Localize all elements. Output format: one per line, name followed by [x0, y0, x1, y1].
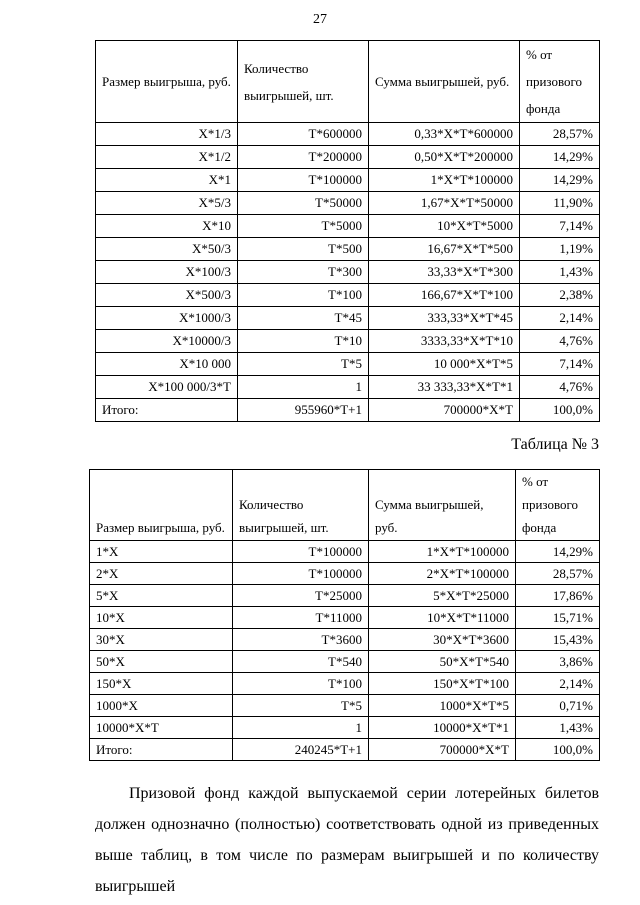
cell-prize-sum: 1*Х*Т*100000	[369, 541, 516, 563]
cell-prize-count: Т*100000	[233, 541, 369, 563]
table-row	[90, 717, 600, 739]
cell-prize-sum: 10*Х*Т*11000	[369, 607, 516, 629]
table-row	[96, 123, 600, 146]
cell-prize-percent: 14,29%	[516, 541, 600, 563]
prize-table-3	[89, 469, 600, 761]
table-row	[90, 585, 600, 607]
body-paragraph: Призовой фонд каждой выпускаемой серии лотерейных билетов должен однозначно (полностью) соответствовать одной из приведенных выше таблиц, в том числе по размерам выигрышей и по количеству выигрышей	[95, 785, 599, 895]
cell-prize-sum: 33 333,33*Х*Т*1	[369, 376, 520, 399]
header-prize-size: Размер выигрыша, руб.	[96, 41, 238, 123]
cell-prize-sum: 1*Х*Т*100000	[369, 169, 520, 192]
cell-prize-size: 10000*Х*Т	[90, 717, 233, 739]
table-row	[96, 238, 600, 261]
cell-prize-percent: 100,0%	[516, 739, 600, 761]
table-total-row	[96, 399, 600, 422]
cell-prize-count: Т*540	[233, 651, 369, 673]
cell-prize-percent: 14,29%	[520, 146, 600, 169]
table-total-row	[90, 739, 600, 761]
cell-prize-sum: 33,33*Х*Т*300	[369, 261, 520, 284]
header-prize-count: Количество выигрышей, шт.	[238, 41, 369, 123]
cell-prize-count: Т*100	[233, 673, 369, 695]
cell-prize-count: Т*500	[238, 238, 369, 261]
cell-prize-percent: 2,14%	[516, 673, 600, 695]
total-label: Итого:	[90, 739, 233, 761]
cell-prize-percent: 4,76%	[520, 330, 600, 353]
cell-prize-size: Х*500/3	[96, 284, 238, 307]
header-prize-sum: Сумма выигрышей, руб.	[369, 470, 516, 541]
cell-prize-count: Т*10	[238, 330, 369, 353]
cell-prize-percent: 7,14%	[520, 353, 600, 376]
cell-prize-count: Т*100000	[233, 563, 369, 585]
cell-prize-sum: 5*Х*Т*25000	[369, 585, 516, 607]
cell-prize-percent: 17,86%	[516, 585, 600, 607]
header-prize-count: Количество выигрышей, шт.	[233, 470, 369, 541]
table-row	[96, 192, 600, 215]
cell-prize-count: Т*300	[238, 261, 369, 284]
cell-prize-sum: 150*Х*Т*100	[369, 673, 516, 695]
cell-prize-sum: 0,50*Х*Т*200000	[369, 146, 520, 169]
cell-prize-count: 955960*Т+1	[238, 399, 369, 422]
cell-prize-percent: 15,43%	[516, 629, 600, 651]
cell-prize-count: 240245*Т+1	[233, 739, 369, 761]
cell-prize-count: Т*11000	[233, 607, 369, 629]
table-header-row	[90, 470, 600, 541]
cell-prize-size: Х*50/3	[96, 238, 238, 261]
cell-prize-count: Т*5	[233, 695, 369, 717]
cell-prize-size: 1000*Х	[90, 695, 233, 717]
cell-prize-sum: 10*Х*Т*5000	[369, 215, 520, 238]
cell-prize-sum: 2*Х*Т*100000	[369, 563, 516, 585]
cell-prize-sum: 0,33*Х*Т*600000	[369, 123, 520, 146]
table-row	[96, 261, 600, 284]
cell-prize-count: Т*5	[238, 353, 369, 376]
cell-prize-size: 5*Х	[90, 585, 233, 607]
cell-prize-count: Т*5000	[238, 215, 369, 238]
cell-prize-percent: 28,57%	[520, 123, 600, 146]
table-row	[90, 607, 600, 629]
prize-table-1	[95, 40, 600, 422]
cell-prize-sum: 700000*Х*Т	[369, 399, 520, 422]
cell-prize-sum: 10000*Х*Т*1	[369, 717, 516, 739]
cell-prize-size: Х*1/2	[96, 146, 238, 169]
cell-prize-sum: 1000*Х*Т*5	[369, 695, 516, 717]
cell-prize-count: Т*600000	[238, 123, 369, 146]
table-row	[96, 284, 600, 307]
table-row	[90, 541, 600, 563]
table-row	[96, 169, 600, 192]
table-row	[96, 353, 600, 376]
cell-prize-size: 30*Х	[90, 629, 233, 651]
cell-prize-sum: 50*Х*Т*540	[369, 651, 516, 673]
table-row	[96, 146, 600, 169]
cell-prize-percent: 11,90%	[520, 192, 600, 215]
cell-prize-percent: 15,71%	[516, 607, 600, 629]
table-row	[90, 695, 600, 717]
cell-prize-sum: 1,67*Х*Т*50000	[369, 192, 520, 215]
cell-prize-size: Х*5/3	[96, 192, 238, 215]
cell-prize-count: 1	[238, 376, 369, 399]
cell-prize-sum: 16,67*Х*Т*500	[369, 238, 520, 261]
cell-prize-count: Т*45	[238, 307, 369, 330]
header-prize-percent: % от призового фонда	[520, 41, 600, 123]
page-number: 27	[313, 12, 327, 27]
cell-prize-size: Х*10	[96, 215, 238, 238]
cell-prize-percent: 0,71%	[516, 695, 600, 717]
cell-prize-size: 2*Х	[90, 563, 233, 585]
cell-prize-percent: 2,14%	[520, 307, 600, 330]
cell-prize-count: Т*3600	[233, 629, 369, 651]
cell-prize-percent: 1,43%	[520, 261, 600, 284]
total-label: Итого:	[96, 399, 238, 422]
cell-prize-size: Х*10000/3	[96, 330, 238, 353]
table-caption: Таблица № 3	[511, 436, 599, 453]
table-row	[96, 307, 600, 330]
table-header-row	[96, 41, 600, 123]
cell-prize-size: Х*1	[96, 169, 238, 192]
cell-prize-size: Х*100/3	[96, 261, 238, 284]
cell-prize-size: Х*1/3	[96, 123, 238, 146]
cell-prize-sum: 10 000*Х*Т*5	[369, 353, 520, 376]
cell-prize-percent: 4,76%	[520, 376, 600, 399]
cell-prize-size: 1*Х	[90, 541, 233, 563]
cell-prize-count: Т*100	[238, 284, 369, 307]
cell-prize-sum: 30*Х*Т*3600	[369, 629, 516, 651]
header-prize-size: Размер выигрыша, руб.	[90, 470, 233, 541]
cell-prize-size: 50*Х	[90, 651, 233, 673]
cell-prize-percent: 100,0%	[520, 399, 600, 422]
header-prize-sum: Сумма выигрышей, руб.	[369, 41, 520, 123]
cell-prize-sum: 700000*Х*Т	[369, 739, 516, 761]
table-row	[90, 629, 600, 651]
cell-prize-size: Х*10 000	[96, 353, 238, 376]
cell-prize-count: Т*50000	[238, 192, 369, 215]
cell-prize-size: Х*100 000/3*Т	[96, 376, 238, 399]
cell-prize-sum: 166,67*Х*Т*100	[369, 284, 520, 307]
cell-prize-sum: 3333,33*Х*Т*10	[369, 330, 520, 353]
cell-prize-percent: 28,57%	[516, 563, 600, 585]
table-row	[90, 673, 600, 695]
table-row	[90, 563, 600, 585]
cell-prize-size: 150*Х	[90, 673, 233, 695]
cell-prize-percent: 7,14%	[520, 215, 600, 238]
table-row	[90, 651, 600, 673]
cell-prize-size: Х*1000/3	[96, 307, 238, 330]
cell-prize-size: 10*Х	[90, 607, 233, 629]
cell-prize-percent: 2,38%	[520, 284, 600, 307]
cell-prize-count: 1	[233, 717, 369, 739]
cell-prize-sum: 333,33*Х*Т*45	[369, 307, 520, 330]
cell-prize-percent: 3,86%	[516, 651, 600, 673]
table-row	[96, 215, 600, 238]
table-row	[96, 330, 600, 353]
cell-prize-percent: 14,29%	[520, 169, 600, 192]
header-prize-percent: % от призового фонда	[516, 470, 600, 541]
cell-prize-count: Т*200000	[238, 146, 369, 169]
cell-prize-count: Т*100000	[238, 169, 369, 192]
cell-prize-count: Т*25000	[233, 585, 369, 607]
cell-prize-percent: 1,19%	[520, 238, 600, 261]
table-row	[96, 376, 600, 399]
cell-prize-percent: 1,43%	[516, 717, 600, 739]
